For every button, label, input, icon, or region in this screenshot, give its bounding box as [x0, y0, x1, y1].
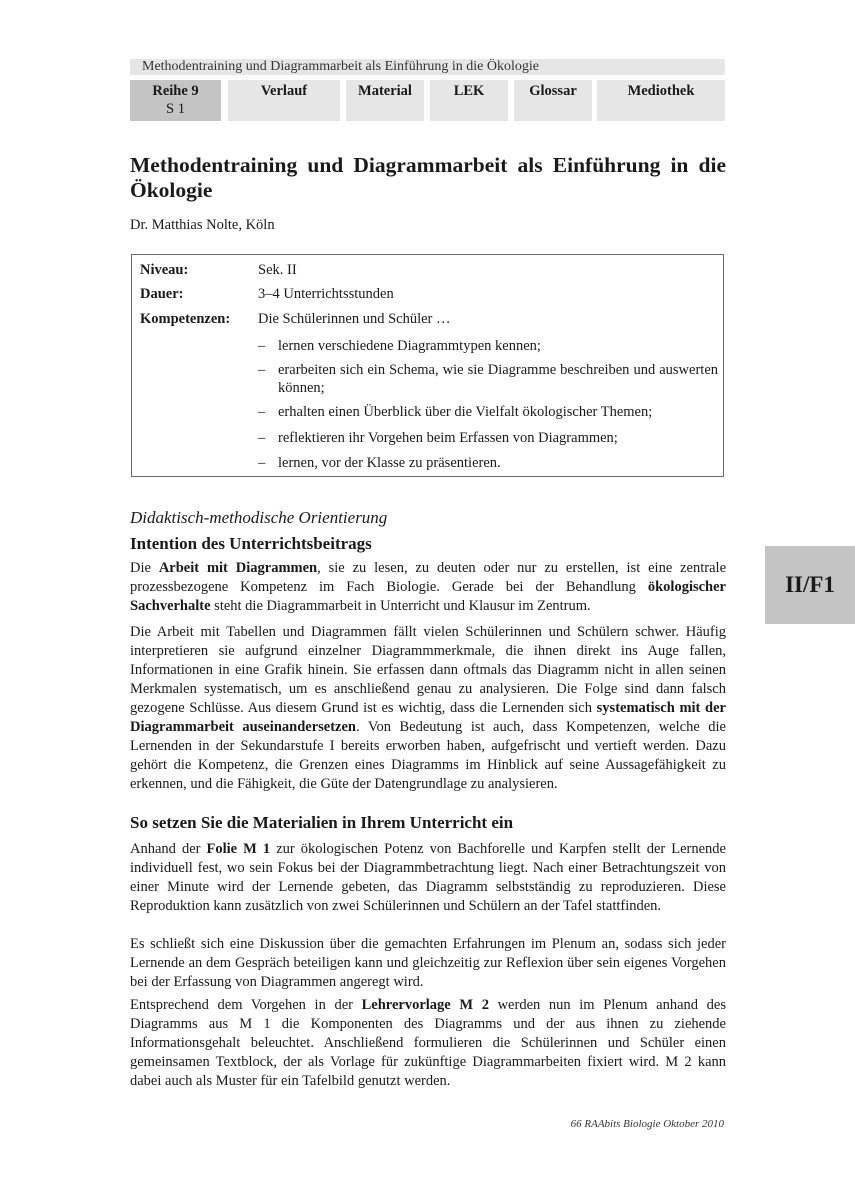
paragraph-intention-2 — [130, 623, 726, 794]
text: steht die Diagrammarbeit in Unterricht und Klausur im Zentrum. — [210, 598, 591, 614]
author: Dr. Matthias Nolte, Köln — [130, 217, 275, 233]
nav-tab-reihe-label: Reihe 9 — [152, 83, 199, 99]
paragraph-intention-1 — [130, 559, 726, 616]
text: werden nun im Plenum anhand des Diagramms aus M 1 die Komponenten des Diagramms und der aus ihnen zu ziehende Informationsgehalt beleuchtet. Anschließend formulieren die Schülerinnen und Schüler einen gemeinsamen Textblock, der als Vorlage für zukünftige Diagrammarbeiten fixiert wird. M 2 kann dabei auch als Muster für ein Tafelbild genutzt werden. — [130, 997, 726, 1089]
competency-item — [258, 337, 718, 355]
dash: – — [258, 404, 266, 420]
competency-text: erhalten einen Überblick über die Vielfalt ökologischer Themen; — [278, 404, 653, 420]
text: Anhand der — [130, 841, 207, 857]
kompetenzen-label: Kompetenzen: — [140, 311, 231, 327]
nav-bar — [130, 80, 725, 121]
nav-tab-lek-label: LEK — [453, 83, 485, 99]
nav-tab-glossar-label: Glossar — [529, 83, 577, 99]
competency-item — [258, 361, 718, 397]
emphasis: Lehrervorlage M 2 — [361, 997, 489, 1013]
text: Entsprechend dem Vorgehen in der — [130, 997, 362, 1013]
nav-tab-mediothek[interactable] — [597, 80, 725, 121]
nav-tab-glossar[interactable] — [514, 80, 592, 121]
document-title: Methodentraining und Diagrammarbeit als Einführung in die Ökologie — [130, 153, 726, 202]
section-heading-orientation: Didaktisch-methodische Orientierung — [130, 508, 388, 527]
dash: – — [258, 362, 266, 378]
heading-usage: So setzen Sie die Materialien in Ihrem Unterricht ein — [130, 813, 514, 832]
kompetenzen-intro: Die Schülerinnen und Schüler … — [258, 311, 451, 327]
emphasis: systematisch mit der Diagrammarbeit auseinandersetzen — [130, 700, 726, 735]
nav-tab-material[interactable] — [346, 80, 424, 121]
paragraph-usage-1 — [130, 840, 726, 916]
niveau-label: Niveau: — [140, 262, 189, 278]
nav-tab-verlauf-label: Verlauf — [260, 83, 308, 99]
competency-text: lernen verschiedene Diagrammtypen kennen; — [278, 338, 541, 354]
nav-tab-reihe[interactable] — [130, 80, 221, 121]
dash: – — [258, 430, 266, 446]
emphasis: Arbeit mit Diagrammen — [158, 560, 318, 576]
info-box — [131, 254, 724, 477]
competency-text: lernen, vor der Klasse zu präsentieren. — [278, 455, 501, 471]
paragraph-usage-2: Es schließt sich eine Diskussion über die gemachten Erfahrungen im Plenum an, sodass sich jeder Lernende an dem Gespräch beteiligen kann und gleichzeitig zur Reflexion über sein eigenes Vorgehen bei der Erfassung von Diagrammen angeregt wird. — [130, 936, 726, 990]
running-title: Methodentraining und Diagrammarbeit als Einführung in die Ökologie — [130, 59, 725, 75]
competency-item — [258, 429, 718, 447]
competency-item — [258, 403, 718, 421]
competency-text: erarbeiten sich ein Schema, wie sie Diagramme beschreiben und auswerten können; — [278, 362, 718, 396]
text: , sie zu lesen, zu deuten oder nur zu erstellen, ist eine zentrale prozessbezogene Kompetenz im Fach Biologie. Gerade bei der Behandlung — [130, 560, 727, 595]
section-tab[interactable]: II/F1 — [765, 546, 855, 624]
text: Die Arbeit mit Tabellen und Diagrammen fällt vielen Schülerinnen und Schülern schwer. Häufig interpretieren sie aufgrund einzelner Diagrammmerkmale, die ihnen direkt ins Auge fallen, Informationen in eine Grafik hinein. Sie erfassen dann oftmals das Diagramm nicht in allen seinen Merkmalen systematisch, um es anschließend genau zu analysieren. Die Folge sind dann falsch gezogene Schlüsse. Aus diesem Grund ist es wichtig, dass die Lernenden sich — [130, 624, 726, 716]
paragraph-usage-3 — [130, 996, 726, 1091]
emphasis: Folie M 1 — [206, 841, 271, 857]
heading-intention: Intention des Unterrichtsbeitrags — [130, 534, 372, 553]
text: Die — [130, 560, 159, 576]
dauer-value: 3–4 Unterrichtsstunden — [258, 286, 394, 302]
nav-tab-mediothek-label: Mediothek — [627, 83, 695, 99]
nav-tab-reihe-sub: S 1 — [166, 101, 185, 117]
text: zur ökologischen Potenz von Bachforelle und Karpfen stellt der Lernende individuell fest, wo sein Fokus bei der Diagrammbetrachtung liegt. Nach einer Betrachtungszeit von einer Minute wird der Lernende gebeten, das Diagramm selbstständig zu reproduzieren. Diese Reproduktion kann zusätzlich von zwei Schülerinnen und Schülern an der Tafel stattfinden. — [130, 841, 726, 914]
dauer-label: Dauer: — [140, 286, 184, 302]
nav-tab-material-label: Material — [358, 83, 412, 99]
niveau-value: Sek. II — [258, 262, 297, 278]
nav-tab-lek[interactable] — [430, 80, 508, 121]
text: . Von Bedeutung ist auch, dass Kompetenzen, welche die Lernenden in der Sekundarstufe I bereits erworben haben, aufgefrischt und vertieft werden. Dazu gehört die Kompetenz, die Grenzen eines Diagramms im Hinblick auf seine Aussagefähigkeit zu erkennen, und die Fähigkeit, die Güte der Datengrundlage zu analysieren. — [130, 719, 726, 792]
emphasis: ökologischer Sachverhalte — [130, 579, 726, 614]
footer: 66 RAAbits Biologie Oktober 2010 — [570, 1118, 724, 1130]
nav-tab-verlauf[interactable] — [228, 80, 340, 121]
competency-text: reflektieren ihr Vorgehen beim Erfassen von Diagrammen; — [278, 430, 618, 446]
competency-item — [258, 454, 718, 472]
dash: – — [258, 455, 266, 471]
dash: – — [258, 338, 266, 354]
